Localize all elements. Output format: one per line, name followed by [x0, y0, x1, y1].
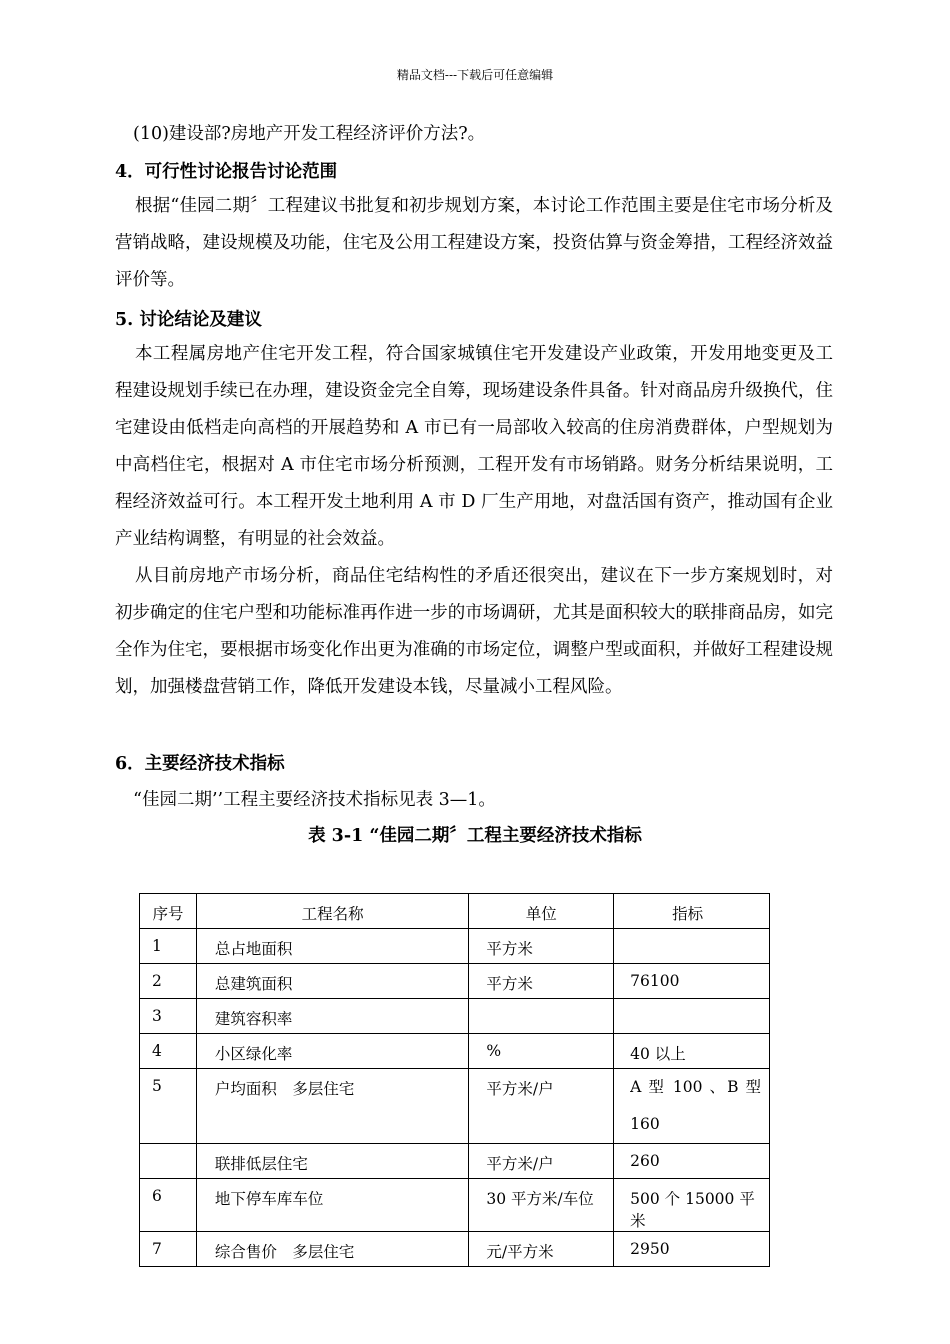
table-row [140, 1179, 770, 1232]
table-cell: 2950 [614, 1232, 770, 1267]
table-cell: 260 [614, 1144, 770, 1179]
header-cell-value: 指标 [614, 894, 770, 929]
indicator-table [139, 893, 770, 1267]
header-cell-seq: 序号 [140, 894, 197, 929]
header-cell-name: 工程名称 [196, 894, 468, 929]
table-row [140, 1232, 770, 1267]
table-cell: 平方米/户 [469, 1144, 614, 1179]
table-header-row [140, 894, 770, 929]
table-cell: 总占地面积 [196, 929, 468, 964]
table-cell: 总建筑面积 [196, 964, 468, 999]
section-5-paragraph-2: 从目前房地产市场分析，商品住宅结构性的矛盾还很突出，建议在下一步方案规划时，对初步确定的住宅户型和功能标准再作进一步的市场调研，尤其是面积较大的联排商品房，如完全作为住宅，要根据市场变化作出更为准确的市场定位，调整户型或面积，并做好工程建设规划，加强楼盘营销工作，降低开发建设本钱，尽量减小工程风险。 [115, 566, 833, 697]
table-cell: 76100 [614, 964, 770, 999]
table-row [140, 929, 770, 964]
table-cell [614, 929, 770, 964]
table-cell: 平方米/户 [469, 1069, 614, 1144]
table-cell: 地下停车库车位 [196, 1179, 468, 1232]
table-row [140, 999, 770, 1034]
table-cell: 平方米 [469, 929, 614, 964]
table-row [140, 1034, 770, 1069]
table-cell: 4 [140, 1034, 197, 1069]
page-header: 精品文档---下载后可任意编辑 [396, 68, 554, 82]
table-cell: A 型 100 、B 型 160 [614, 1069, 770, 1144]
table-cell: 元/平方米 [469, 1232, 614, 1267]
table-cell: 3 [140, 999, 197, 1034]
table-cell: 5 [140, 1069, 197, 1144]
table-cell: 6 [140, 1179, 197, 1232]
table-cell: 30 平方米/车位 [469, 1179, 614, 1232]
table-cell [140, 1144, 197, 1179]
table-cell: 综合售价 多层住宅 [196, 1232, 468, 1267]
section-6-heading: 6．主要经济技术指标 [115, 754, 285, 774]
table-cell: 建筑容积率 [196, 999, 468, 1034]
table-cell: 7 [140, 1232, 197, 1267]
table-cell: 1 [140, 929, 197, 964]
table-cell: 2 [140, 964, 197, 999]
table-caption: 表 3-1 “佳园二期〞工程主要经济技术指标 [308, 826, 642, 846]
section-5-paragraph-1: 本工程属房地产住宅开发工程，符合国家城镇住宅开发建设产业政策，开发用地变更及工程建设规划手续已在办理，建设资金完全自筹，现场建设条件具备。针对商品房升级换代，住宅建设由低档走向高档的开展趋势和 A 市已有一局部收入较高的住房消费群体，户型规划为中高档住宅，根据对 A 市住宅市场分析预测，工程开发有市场销路。财务分析结果说明，工程经济效益可行。本工程开发土地利用 A 市 D 厂生产用地，对盘活国有资产，推动国有企业产业结构调整，有明显的社会效益。 [115, 344, 833, 549]
table-cell: % [469, 1034, 614, 1069]
reference-line: (10)建设部?房地产开发工程经济评价方法?。 [133, 124, 486, 144]
table-cell: 平方米 [469, 964, 614, 999]
section-6-line: “佳园二期’’工程主要经济技术指标见表 3—1。 [133, 790, 496, 810]
section-4-heading: 4．可行性讨论报告讨论范围 [115, 162, 338, 182]
table-cell: 小区绿化率 [196, 1034, 468, 1069]
table-cell: 户均面积 多层住宅 [196, 1069, 468, 1144]
table-row [140, 1069, 770, 1144]
table-cell: 500 个 15000 平米 [614, 1179, 770, 1232]
table-cell [469, 999, 614, 1034]
header-cell-unit: 单位 [469, 894, 614, 929]
table-row [140, 1144, 770, 1179]
table-row [140, 964, 770, 999]
table-cell: 40 以上 [614, 1034, 770, 1069]
table-cell [614, 999, 770, 1034]
section-5-heading: 5. 讨论结论及建议 [115, 310, 262, 330]
table-cell: 联排低层住宅 [196, 1144, 468, 1179]
section-4-paragraph: 根据“佳园二期〞工程建议书批复和初步规划方案，本讨论工作范围主要是住宅市场分析及营销战略，建设规模及功能，住宅及公用工程建设方案，投资估算与资金筹措，工程经济效益评价等。 [115, 196, 833, 290]
